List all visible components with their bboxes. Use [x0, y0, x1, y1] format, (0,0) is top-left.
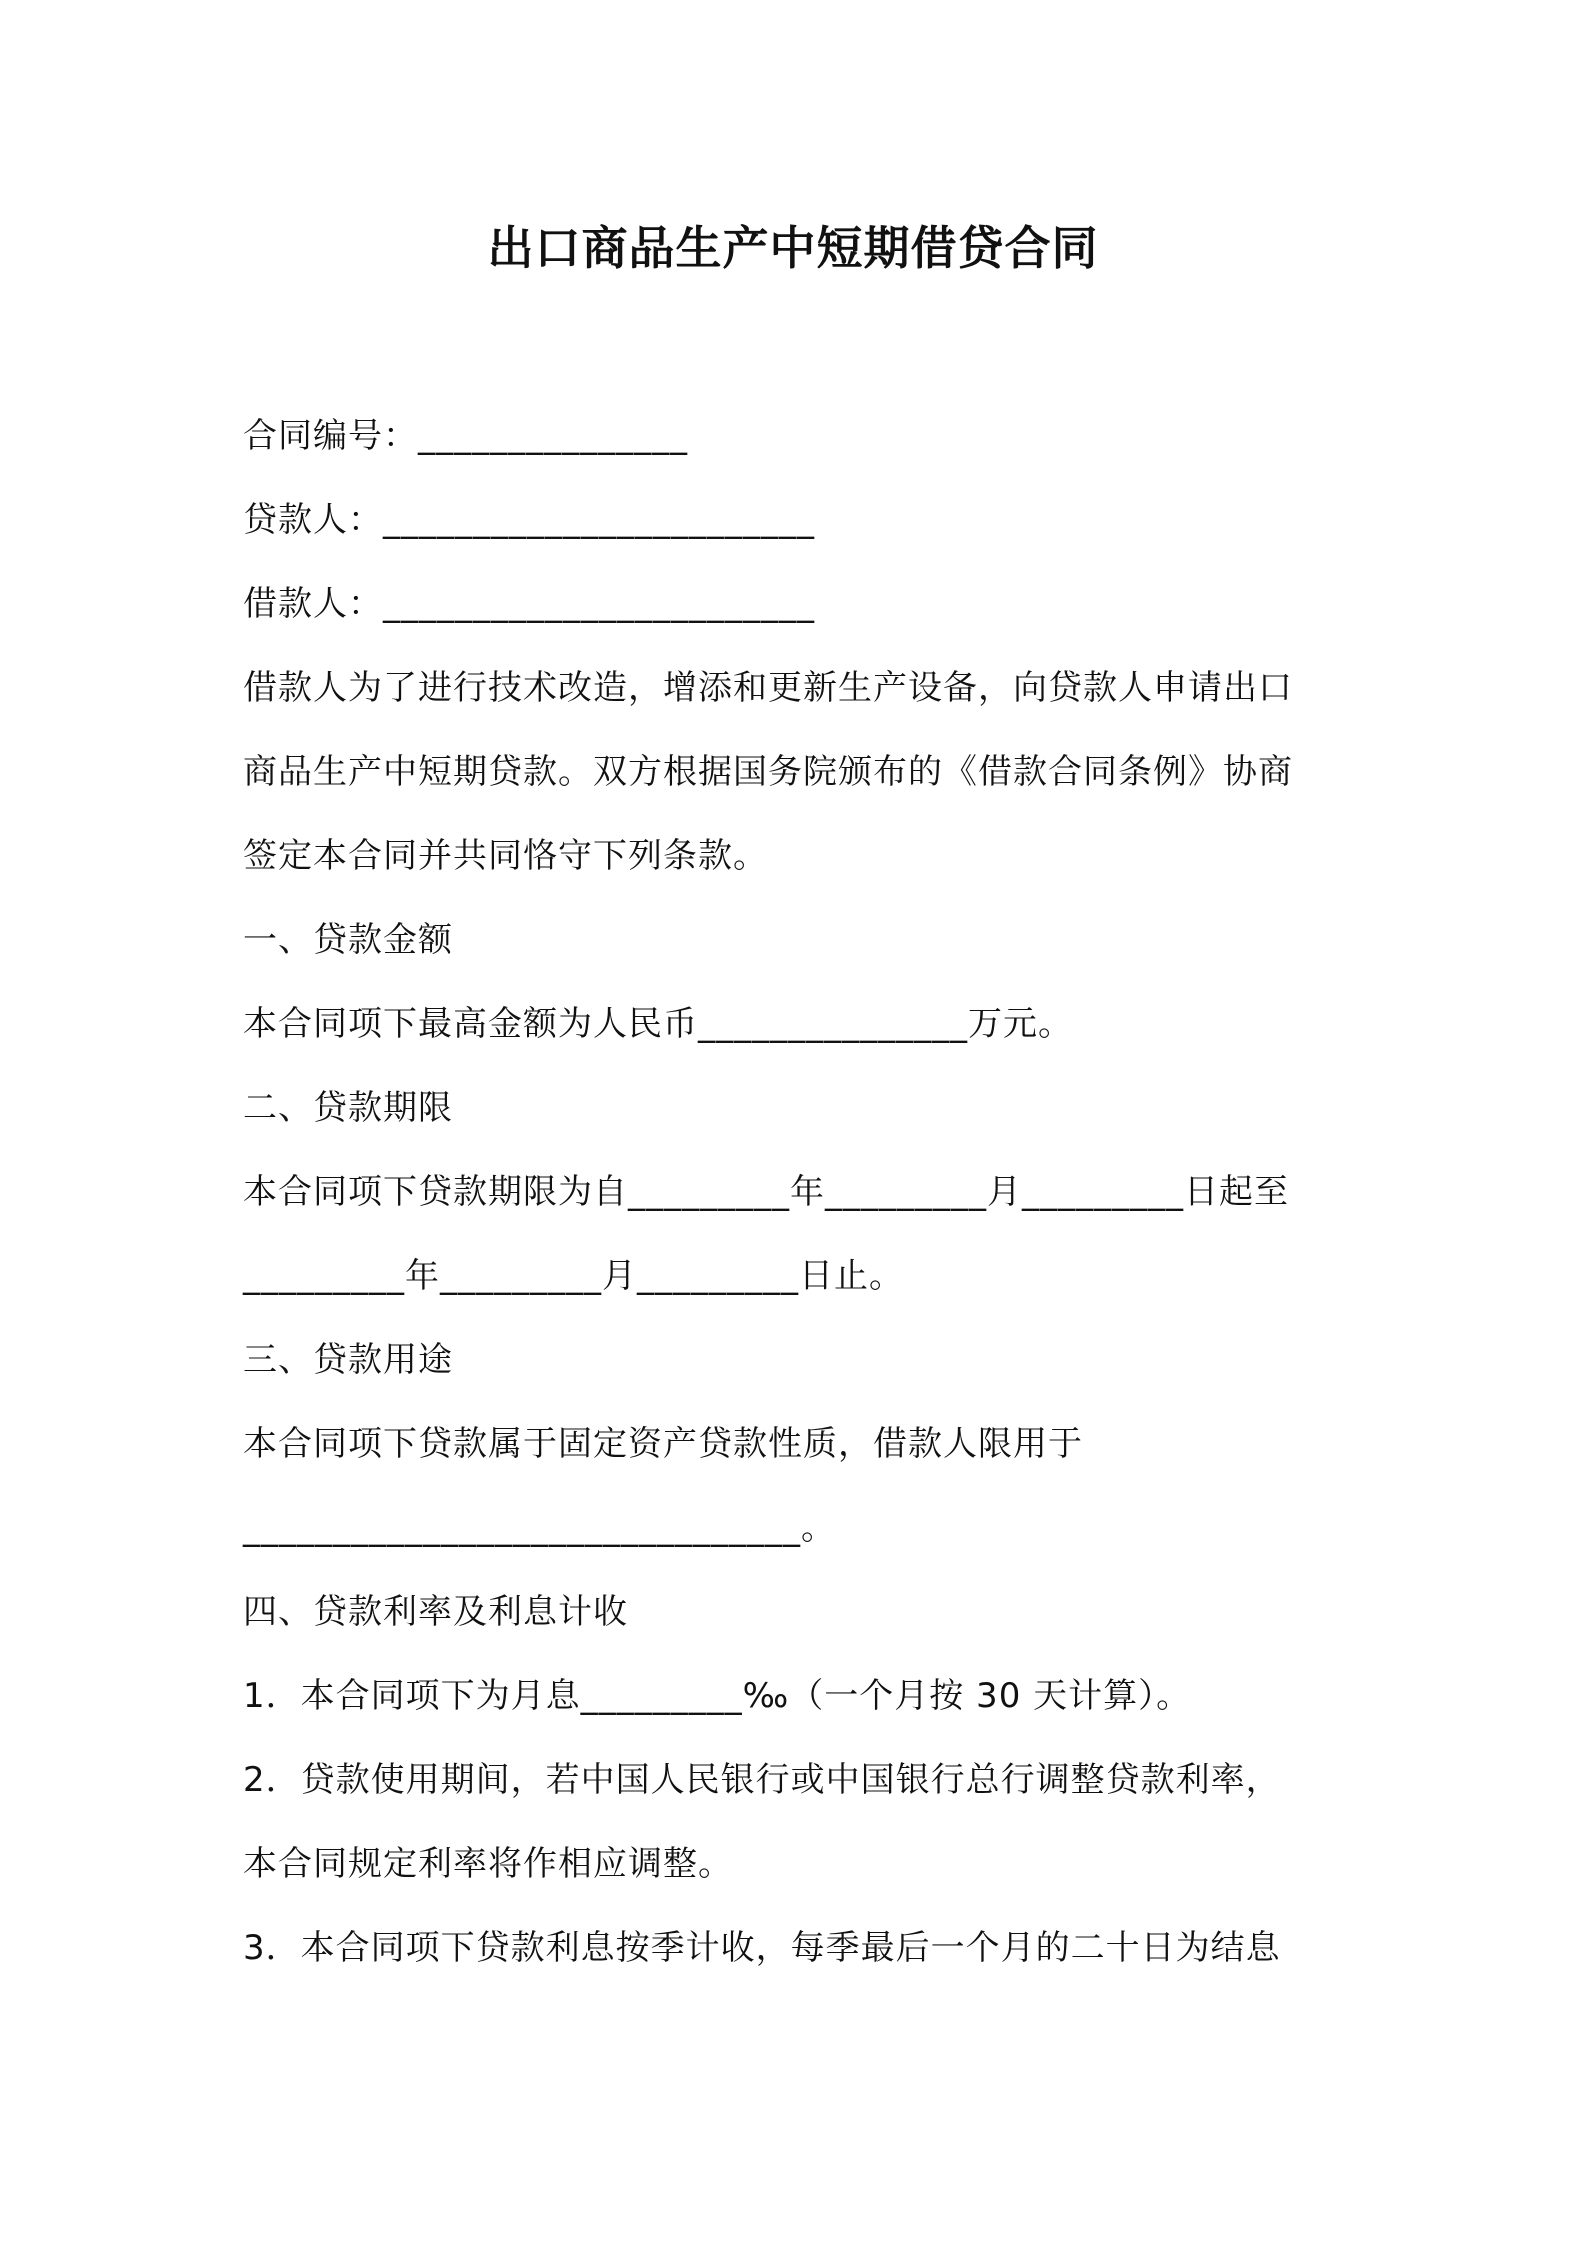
- loan-term-clause-line: 本合同项下贷款期限为自_________年_________月_________日起至: [243, 1172, 1289, 1212]
- lender-line: 贷款人：________________________: [243, 500, 815, 540]
- section-heading-loan-term: 二、贷款期限: [243, 1088, 453, 1128]
- borrower-line: 借款人：________________________: [243, 584, 815, 624]
- section-heading-loan-purpose: 三、贷款用途: [243, 1340, 453, 1380]
- contract-number-line: 合同编号：_______________: [243, 416, 688, 456]
- section-heading-interest: 四、贷款利率及利息计收: [243, 1592, 628, 1632]
- intro-paragraph-line: 借款人为了进行技术改造，增添和更新生产设备，向贷款人申请出口: [243, 668, 1293, 708]
- intro-paragraph-line: 商品生产中短期贷款。双方根据国务院颁布的《借款合同条例》协商: [243, 752, 1293, 792]
- loan-amount-clause: 本合同项下最高金额为人民币_______________万元。: [243, 1004, 1073, 1044]
- intro-paragraph-line: 签定本合同并共同恪守下列条款。: [243, 836, 768, 876]
- loan-purpose-clause-line: _______________________________。: [243, 1508, 836, 1548]
- interest-clause-3-line: 3．本合同项下贷款利息按季计收，每季最后一个月的二十日为结息: [243, 1928, 1281, 1968]
- interest-clause-2-line: 2．贷款使用期间，若中国人民银行或中国银行总行调整贷款利率，: [243, 1760, 1281, 1800]
- interest-clause-2-line: 本合同规定利率将作相应调整。: [243, 1844, 733, 1884]
- document-title: 出口商品生产中短期借贷合同: [487, 221, 1099, 275]
- interest-clause-1: 1．本合同项下为月息_________‰（一个月按 30 天计算）。: [243, 1676, 1192, 1716]
- section-heading-loan-amount: 一、贷款金额: [243, 920, 453, 960]
- loan-purpose-clause-line: 本合同项下贷款属于固定资产贷款性质，借款人限用于: [243, 1424, 1083, 1464]
- loan-term-clause-line: _________年_________月_________日止。: [243, 1256, 904, 1296]
